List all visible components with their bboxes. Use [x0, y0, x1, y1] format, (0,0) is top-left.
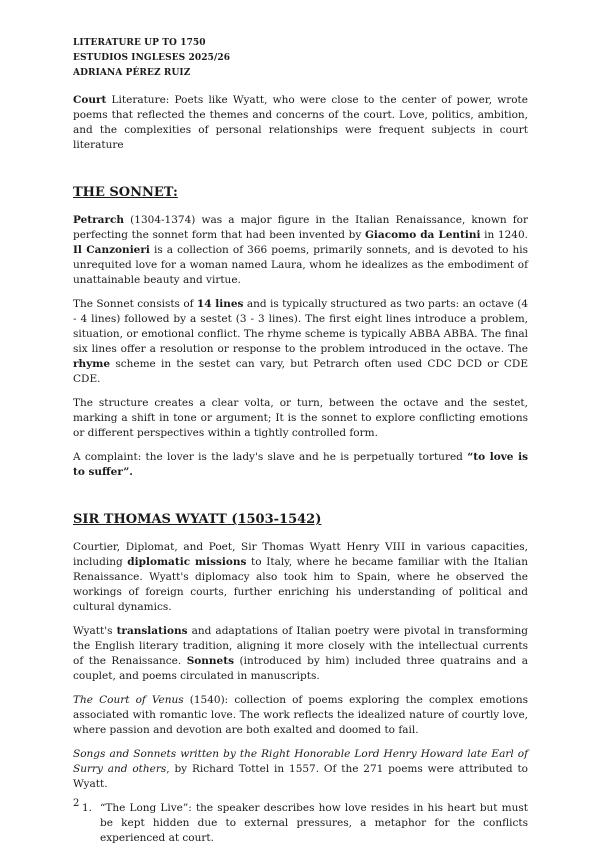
sonnet-p1-text-3: is a collection of 366 poems, primarily sonnets, and is devoted to his unrequited love for a woman named Laura, whom he idealizes as the embodiment of unattainable beauty and virtue.	[73, 244, 529, 286]
rhyme-term: rhyme	[73, 358, 111, 370]
wyatt-p3-text: (1540): collection of poems exploring the complex emotions associated with romantic love. The work reflects the idealized nature of courtly love, where passion and devotion are both exalted and doomed to fail.	[73, 694, 528, 736]
wyatt-heading-title: SIR THOMAS WYATT	[73, 512, 227, 527]
songs-and-sonnets-title: Songs and Sonnets written by the Right Honorable Lord Henry Howard late Earl of Surry and others	[73, 748, 528, 775]
canzonieri-term: Il Canzonieri	[73, 244, 150, 256]
translations-term: translations	[116, 625, 188, 637]
sonnets-term: Sonnets	[186, 655, 234, 667]
header-course: LITERATURE UP TO 1750	[73, 38, 206, 48]
court-term: Court	[73, 94, 107, 106]
sonnet-p2-text-1: The Sonnet consists of	[73, 298, 197, 310]
wyatt-p2-text-3: (introduced by him) included three quatrains and a couplet, and poems circulated in manuscripts.	[73, 655, 528, 682]
petrarch-term: Petrarch	[73, 214, 125, 226]
document-page	[73, 36, 528, 846]
wyatt-paragraph-1	[73, 540, 528, 615]
sonnet-heading: THE SONNET:	[73, 185, 178, 200]
header-author: ADRIANA PÉREZ RUIZ	[73, 68, 191, 78]
list-item-text: “The Long Live”: the speaker describes how love resides in his heart but must be kept hidden due to external pressures, a metaphor for the conflicts experienced at court.	[100, 802, 528, 844]
list-item	[73, 801, 528, 846]
wyatt-paragraph-4	[73, 747, 528, 792]
page-number: 2	[73, 798, 80, 809]
court-text: Literature: Poets like Wyatt, who were close to the center of power, wrote poems that reflected the themes and concerns of the court. Love, politics, ambition, and the complexities of personal relationships were frequent subjects in court literature	[73, 94, 528, 151]
wyatt-heading-years: (1503-1542)	[231, 512, 322, 527]
sonnet-paragraph-2	[73, 297, 528, 387]
to-love-quote: “to love is to suffer”.	[73, 451, 528, 478]
wyatt-heading	[73, 511, 528, 529]
sonnet-paragraph-1	[73, 213, 528, 288]
wyatt-p1-text-1: Courtier, Diplomat, and Poet, Sir Thomas Wyatt Henry VIII in various capacities, including	[73, 541, 528, 568]
sonnet-p4-text: A complaint: the lover is the lady's slave and he is perpetually tortured	[73, 451, 468, 463]
fourteen-lines-term: 14 lines	[196, 298, 244, 310]
header-program: ESTUDIOS INGLESES 2025/26	[73, 53, 231, 63]
sonnet-paragraph-3: The structure creates a clear volta, or turn, between the octave and the sestet, marking a shift in tone or argument; It is the sonnet to explore conflicting emotions or different perspectives within a tightly controlled form.	[73, 397, 528, 439]
diplomatic-missions-term: diplomatic missions	[127, 556, 247, 568]
wyatt-paragraph-3	[73, 693, 528, 738]
sonnet-p1-text-2: in 1240.	[480, 229, 529, 241]
lentini-term: Giacomo da Lentini	[364, 229, 481, 241]
sonnet-p1-text-1: (1304-1374) was a major figure in the Italian Renaissance, known for perfecting the sonnet form that had been invented by	[73, 214, 528, 241]
wyatt-p2-text-2: and adaptations of Italian poetry were pivotal in transforming the English literary tradition, aligning it more closely with the intellectual currents of the Renaissance.	[73, 625, 528, 667]
sonnet-p2-text-2: and is typically structured as two parts: an octave (4 - 4 lines) followed by a sestet (3 - 3 lines). The first eight lines introduce a problem, situation, or emotional conflict. The rhyme scheme is typically ABBA ABBA. The final six lines offer a resolution or response to the problem introduced in the octave. The	[73, 298, 528, 355]
wyatt-paragraph-2	[73, 624, 528, 684]
wyatt-p4-text: , by Richard Tottel in 1557. Of the 271 poems were attributed to Wyatt.	[73, 763, 528, 790]
poem-list	[73, 801, 528, 846]
wyatt-p1-text-2: to Italy, where he became familiar with the Italian Renaissance. Wyatt's diplomacy also took him to Spain, where he observed the workings of foreign courts, further enriching his understanding of political and cultural dynamics.	[73, 556, 528, 613]
list-item-number: 1.	[82, 802, 93, 814]
sonnet-paragraph-4	[73, 450, 528, 480]
wyatt-p2-text-1: Wyatt's	[73, 625, 117, 637]
document-header	[73, 36, 528, 81]
sonnet-p2-text-3: scheme in the sestet can vary, but Petrarch often used CDC DCD or CDE CDE.	[73, 358, 528, 385]
court-of-venus-title: The Court of Venus	[73, 694, 184, 706]
court-paragraph	[73, 93, 528, 153]
